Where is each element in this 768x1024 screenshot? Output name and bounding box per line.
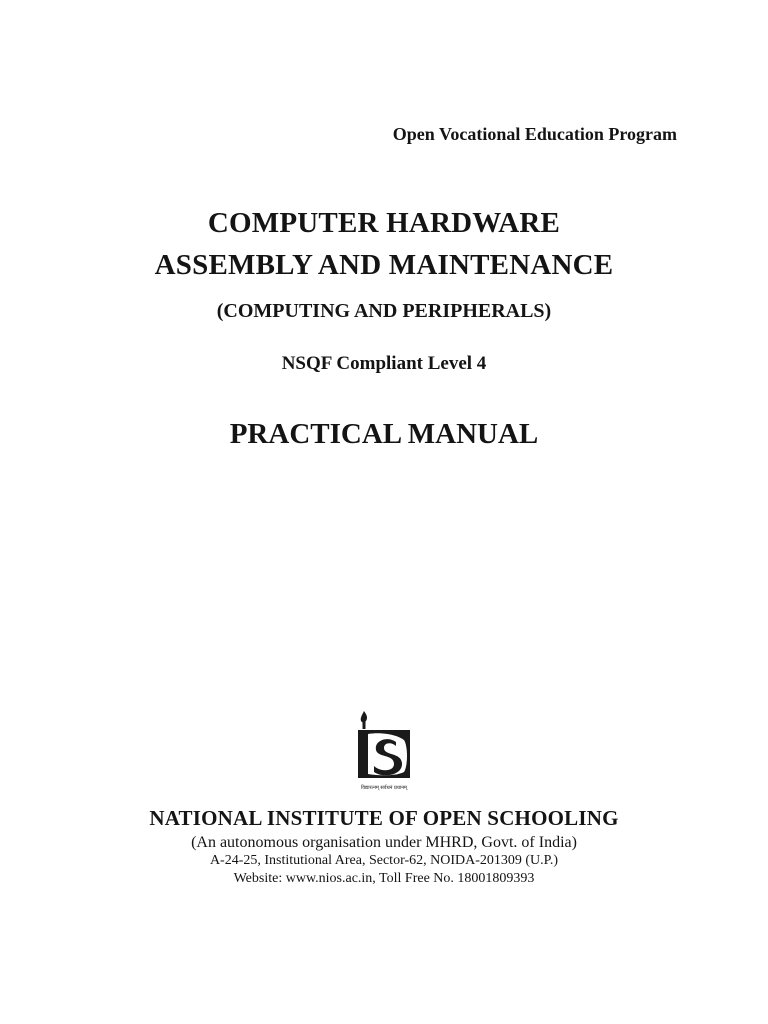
- nsqf-level: NSQF Compliant Level 4: [281, 353, 487, 374]
- publisher-contact: Website: www.nios.ac.in, Toll Free No. 18001809393: [233, 871, 535, 886]
- publisher-description: (An autonomous organisation under MHRD, Govt. of India): [191, 834, 577, 851]
- publisher-address: A-24-25, Institutional Area, Sector-62, NOIDA-201309 (U.P.): [209, 853, 559, 868]
- subtitle: (COMPUTING AND PERIPHERALS): [216, 300, 552, 322]
- title-line-2: ASSEMBLY AND MAINTENANCE: [154, 249, 614, 281]
- logo-motto: विद्यारत्नम् सर्वधनं प्रधानम्: [360, 785, 408, 791]
- program-name: Open Vocational Education Program: [392, 124, 677, 144]
- title-line-1: COMPUTER HARDWARE: [207, 207, 561, 239]
- nios-logo-icon: [352, 710, 416, 796]
- manual-title: PRACTICAL MANUAL: [229, 418, 539, 450]
- publisher-name: NATIONAL INSTITUTE OF OPEN SCHOOLING: [149, 806, 619, 830]
